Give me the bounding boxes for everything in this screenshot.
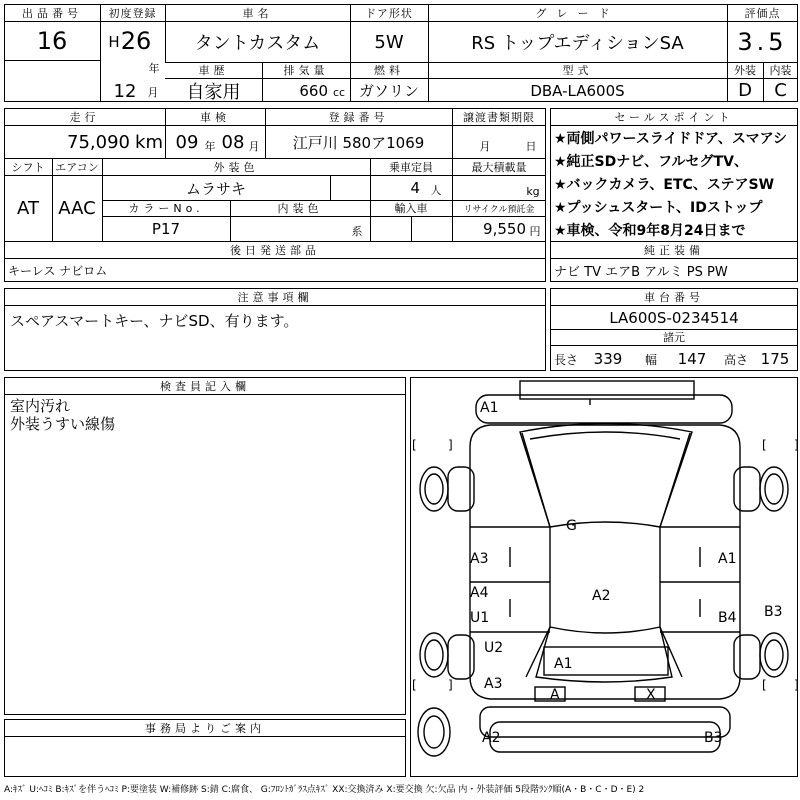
equipment: ナビ TV エアB アルミ PS PW — [554, 264, 728, 280]
capacity-unit: 人 — [430, 184, 442, 197]
interior-color-unit: 系 — [351, 225, 363, 238]
displacement-unit: cc — [332, 85, 346, 99]
recycle-fee: 9,550 — [483, 220, 526, 238]
sales-point: ★バックカメラ、ETC、ステアSW — [554, 177, 775, 193]
mark-a3-lower: A3 — [484, 676, 503, 692]
interior-label: 内装 — [769, 64, 792, 77]
month-unit: 月 — [147, 86, 159, 99]
car-name: タントカスタム — [194, 33, 321, 54]
specs-label: 諸元 — [663, 331, 685, 344]
mark-b3-right: B3 — [764, 604, 783, 620]
sales-point: ★両側パワースライドドア、スマアシ — [554, 131, 788, 147]
inspection-year: 09 — [175, 131, 199, 153]
first-registration-label: 初度登録 — [108, 6, 157, 20]
registration-number-label: 登録番号 — [328, 110, 389, 124]
exterior-score: D — [738, 80, 752, 101]
svg-text:[: [ — [762, 438, 767, 452]
recycle-fee-label: リサイクル預託金 — [463, 204, 535, 215]
shift: AT — [17, 198, 39, 219]
registration-month: 12 — [113, 80, 137, 102]
transfer-deadline-label: 譲渡書類期限 — [463, 110, 535, 124]
color-number: P17 — [151, 220, 181, 238]
capacity-label: 乗車定員 — [389, 160, 433, 174]
notes-label: 注意事項欄 — [237, 290, 313, 304]
equipment-label: 純正装備 — [644, 243, 704, 257]
length-label: 長さ — [553, 352, 578, 367]
fuel-label: 燃料 — [374, 64, 404, 77]
year-unit: 年 — [148, 62, 160, 75]
length: 339 — [593, 350, 623, 368]
transfer-day: 日 — [525, 140, 537, 153]
mark-b4: B4 — [718, 610, 737, 626]
lot-number-label: 出品番号 — [22, 6, 82, 20]
recycle-fee-unit: 円 — [529, 225, 541, 238]
svg-text:[: [ — [762, 678, 767, 692]
chassis-number-label: 車台番号 — [644, 290, 704, 304]
sales-point: ★プッシュスタート、IDストップ — [554, 200, 763, 216]
height-label: 高さ — [723, 352, 748, 367]
shift-label: シフト — [11, 160, 45, 174]
svg-text:[: [ — [412, 438, 417, 452]
sales-point: ★純正SDナビ、フルセグTV、 — [554, 154, 748, 170]
mark-rear-a: A — [550, 687, 560, 703]
office-label: 事務局よりご案内 — [145, 721, 265, 735]
mark-rear-x: X — [646, 687, 656, 703]
color-number-label: カラーNo. — [128, 202, 204, 215]
door-label: ドア形状 — [365, 6, 413, 20]
inspection-label: 車検 — [200, 110, 230, 124]
inspection-month: 08 — [221, 131, 245, 153]
exterior-color-label: 外装色 — [213, 160, 259, 174]
sales-point: ★車検、令和9年8月24日まで — [554, 223, 746, 239]
width-label: 幅 — [644, 352, 657, 367]
notes-text: スペアスマートキー、ナビSD、有ります。 — [10, 311, 299, 330]
registration-number: 江戸川 580ア1069 — [292, 133, 425, 152]
model-label: 型式 — [562, 64, 593, 77]
inspection-year-unit: 年 — [204, 140, 216, 153]
model: DBA-LA600S — [530, 81, 625, 100]
svg-text:]: ] — [448, 678, 453, 692]
later-parts: キーレス ナビロム — [8, 263, 108, 278]
displacement-label: 排気量 — [283, 64, 329, 77]
exterior-color: ムラサキ — [185, 179, 246, 198]
era: H — [108, 33, 120, 51]
legend: A:ｷｽﾞ U:ﾍｺﾐ B:ｷｽﾞを伴うﾍｺﾐ P:要塗装 W:補修跡 S:錆 C:腐食、 G:ﾌﾛﾝﾄｶﾞﾗｽ点ｷｽﾞ XX:交換済み X:要交換 欠:欠品 内・外装評価 5段階ﾗﾝｸ順(A・B・C・D・E) 2 — [4, 784, 645, 795]
mileage-unit: km — [135, 131, 163, 153]
history-label: 車歴 — [198, 64, 229, 77]
svg-text:]: ] — [794, 438, 799, 452]
mileage: 75,090 — [67, 131, 130, 153]
displacement: 660 — [299, 81, 328, 100]
max-load-unit: kg — [526, 184, 540, 198]
grade: RS トップエディションSA — [471, 33, 684, 54]
mark-a1-right: A1 — [718, 551, 737, 567]
chassis-number: LA600S-0234514 — [609, 308, 739, 327]
width: 147 — [677, 350, 707, 368]
exterior-label: 外装 — [734, 64, 756, 77]
inspector-line-1: 室内汚れ — [10, 396, 71, 415]
interior-score: C — [774, 80, 787, 101]
car-name-label: 車名 — [242, 6, 273, 20]
door-type: 5W — [374, 31, 404, 53]
ac-label: エアコン — [55, 160, 99, 174]
sales-points-label: セールスポイント — [614, 110, 734, 124]
mark-a1-lower: A1 — [554, 656, 573, 672]
score: 3.5 — [737, 28, 788, 56]
mark-b3-bottom: B3 — [704, 730, 723, 746]
mark-u1: U1 — [470, 610, 490, 626]
mark-u2: U2 — [484, 640, 504, 656]
max-load-label: 最大積載量 — [471, 160, 527, 174]
inspection-month-unit: 月 — [248, 140, 260, 153]
mark-g: G — [566, 518, 577, 534]
capacity: 4 — [410, 179, 420, 197]
lot-number: 16 — [36, 27, 68, 55]
svg-text:]: ] — [794, 678, 799, 692]
mark-a4: A4 — [470, 585, 489, 601]
svg-text:[: [ — [412, 678, 417, 692]
history: 自家用 — [186, 81, 241, 103]
transfer-month: 月 — [479, 140, 491, 153]
grade-label: グレード — [535, 6, 620, 20]
mark-a3-left: A3 — [470, 551, 489, 567]
fuel: ガソリン — [358, 82, 419, 100]
later-parts-label: 後日発送部品 — [230, 243, 320, 257]
inspector-label: 検査員記入欄 — [160, 379, 250, 393]
import-label: 輸入車 — [394, 202, 428, 215]
registration-year: 26 — [120, 27, 152, 55]
inspector-line-2: 外装うすい線傷 — [10, 414, 116, 433]
mark-a1-top: A1 — [480, 400, 499, 416]
interior-color-label: 内装色 — [277, 202, 323, 215]
mileage-label: 走行 — [69, 110, 100, 124]
air-conditioner: AAC — [58, 198, 96, 219]
mark-a2-bottom: A2 — [482, 730, 501, 746]
height: 175 — [760, 350, 790, 368]
car-outline-diagram — [410, 377, 798, 777]
svg-text:]: ] — [448, 438, 453, 452]
mark-a2-center: A2 — [592, 588, 611, 604]
score-label: 評価点 — [744, 6, 781, 20]
